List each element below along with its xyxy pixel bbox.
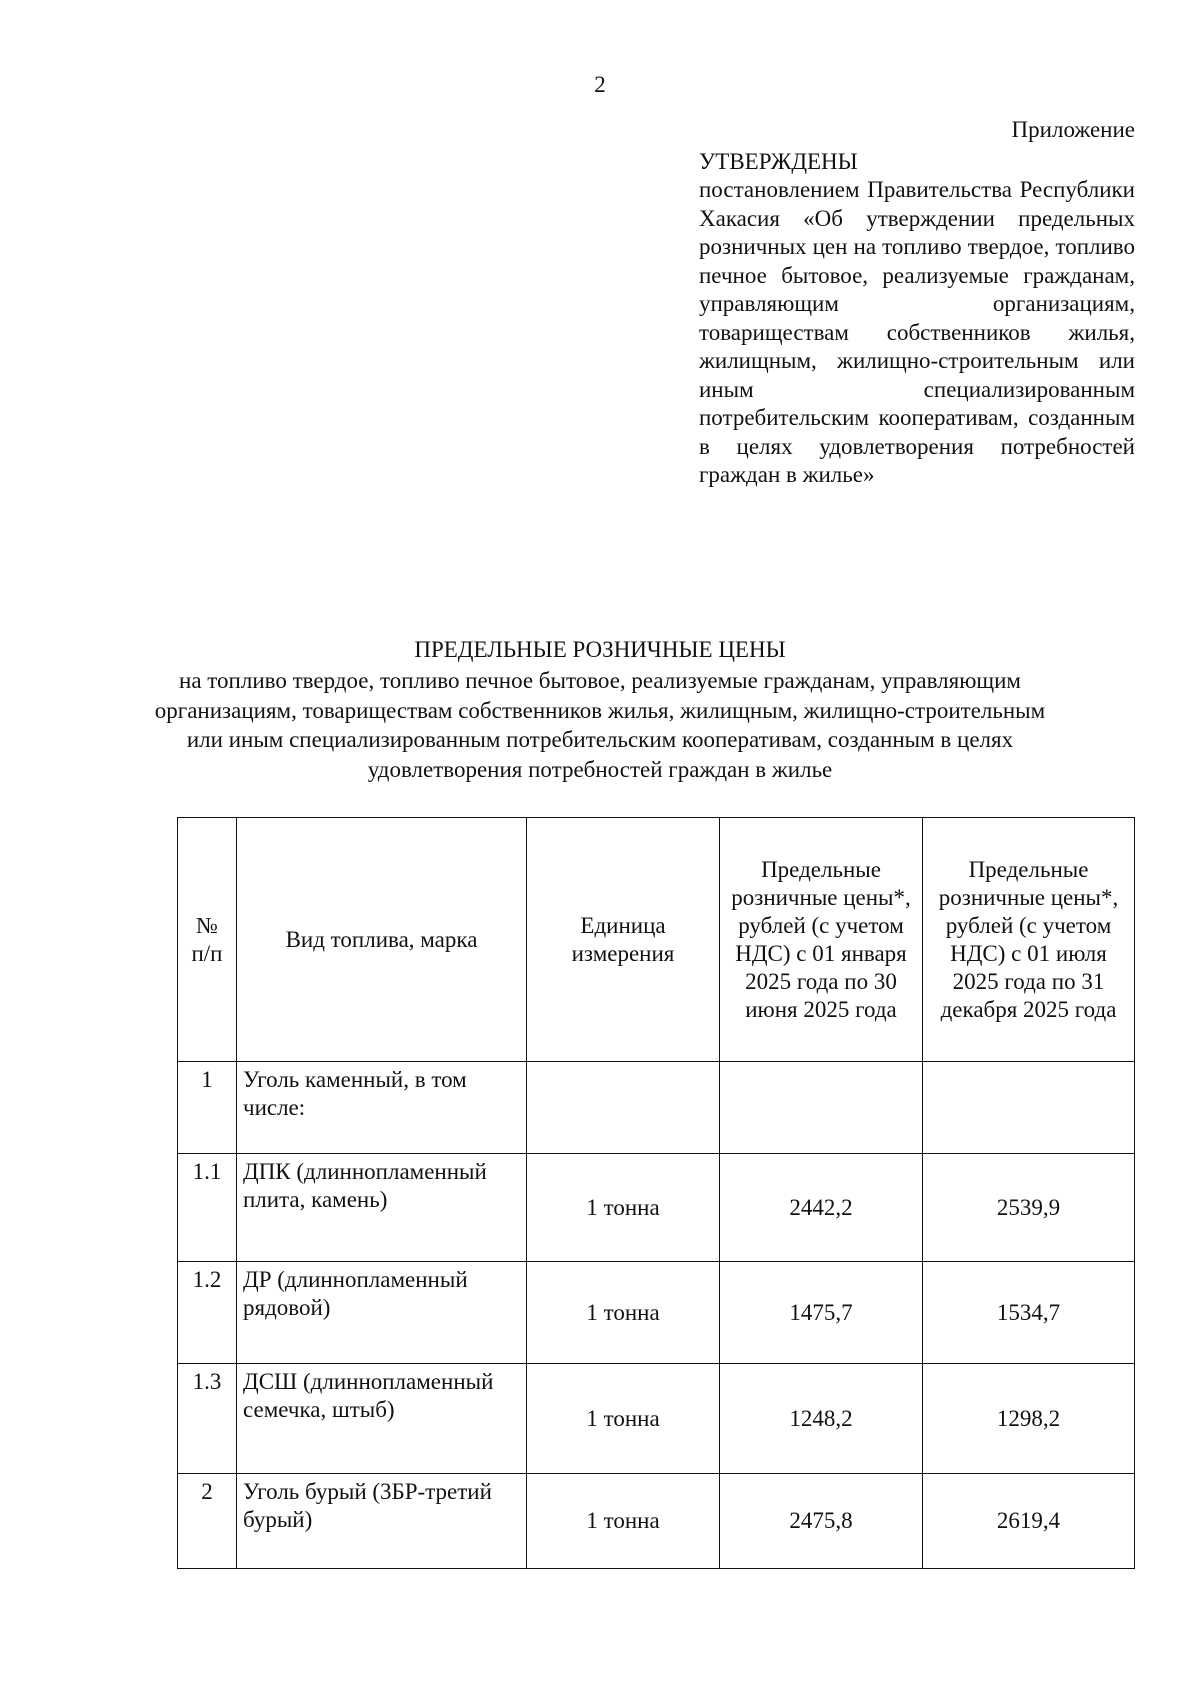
header-unit: Единица измерения bbox=[527, 818, 720, 1062]
table-row bbox=[178, 1062, 1135, 1154]
row-price-h2: 2619,4 bbox=[923, 1474, 1135, 1569]
row-unit: 1 тонна bbox=[527, 1364, 720, 1474]
table-row bbox=[178, 1364, 1135, 1474]
header-price-h1: Предельные розничные цены*, рублей (с учетом НДС) с 01 января 2025 года по 30 июня 2025 года bbox=[720, 818, 923, 1062]
price-table bbox=[177, 817, 1135, 1569]
page-number: 2 bbox=[594, 72, 606, 97]
document-title: ПРЕДЕЛЬНЫЕ РОЗНИЧНЫЕ ЦЕНЫ bbox=[414, 637, 786, 662]
approved-label: УТВЕРЖДЕНЫ bbox=[699, 148, 858, 174]
row-price-h2: 2539,9 bbox=[923, 1154, 1135, 1262]
table-row bbox=[178, 1262, 1135, 1364]
row-num: 1.1 bbox=[178, 1154, 237, 1262]
row-fuel: ДСШ (длиннопламенный семечка, штыб) bbox=[237, 1364, 527, 1474]
row-unit bbox=[527, 1062, 720, 1154]
row-num: 1.3 bbox=[178, 1364, 237, 1474]
appendix-block bbox=[699, 116, 1135, 490]
row-fuel: ДПК (длиннопламенный плита, камень) bbox=[237, 1154, 527, 1262]
row-price-h1: 1248,2 bbox=[720, 1364, 923, 1474]
table-header-row bbox=[178, 818, 1135, 1062]
document-subtitle: на топливо твердое, топливо печное бытовое, реализуемые гражданам, управляющим организациям, товариществам собственников жилья, жилищным, жилищно-строительным или иным специализированным потребительским кооперативам, созданным в целях удовлетворения потребностей граждан в жилье bbox=[154, 668, 1046, 782]
row-price-h1: 2442,2 bbox=[720, 1154, 923, 1262]
header-fuel: Вид топлива, марка bbox=[237, 818, 527, 1062]
row-price-h1: 1475,7 bbox=[720, 1262, 923, 1364]
row-fuel: ДР (длиннопламенный рядовой) bbox=[237, 1262, 527, 1364]
row-price-h1 bbox=[720, 1062, 923, 1154]
row-unit: 1 тонна bbox=[527, 1262, 720, 1364]
row-price-h1: 2475,8 bbox=[720, 1474, 923, 1569]
row-num: 1.2 bbox=[178, 1262, 237, 1364]
appendix-label: Приложение bbox=[1011, 117, 1135, 142]
row-unit: 1 тонна bbox=[527, 1474, 720, 1569]
row-fuel: Уголь каменный, в том числе: bbox=[237, 1062, 527, 1154]
row-fuel: Уголь бурый (3БР-третий бурый) bbox=[237, 1474, 527, 1569]
header-num: № п/п bbox=[178, 818, 237, 1062]
row-num: 1 bbox=[178, 1062, 237, 1154]
header-price-h2: Предельные розничные цены*, рублей (с учетом НДС) с 01 июля 2025 года по 31 декабря 2025 года bbox=[923, 818, 1135, 1062]
row-unit: 1 тонна bbox=[527, 1154, 720, 1262]
row-price-h2: 1534,7 bbox=[923, 1262, 1135, 1364]
row-num: 2 bbox=[178, 1474, 237, 1569]
appendix-text: постановлением Правительства Республики Хакасия «Об утверждении предельных розничных цен на топливо твердое, топливо печное бытовое, реализуемые гражданам, управляющим организациям, товариществам собственников жилья, жилищным, жилищно-строительным или иным специализированным потребительским кооперативам, созданным в целях удовлетворения потребностей граждан в жилье» bbox=[699, 177, 1135, 487]
table-row bbox=[178, 1474, 1135, 1569]
row-price-h2: 1298,2 bbox=[923, 1364, 1135, 1474]
row-price-h2 bbox=[923, 1062, 1135, 1154]
table-row bbox=[178, 1154, 1135, 1262]
